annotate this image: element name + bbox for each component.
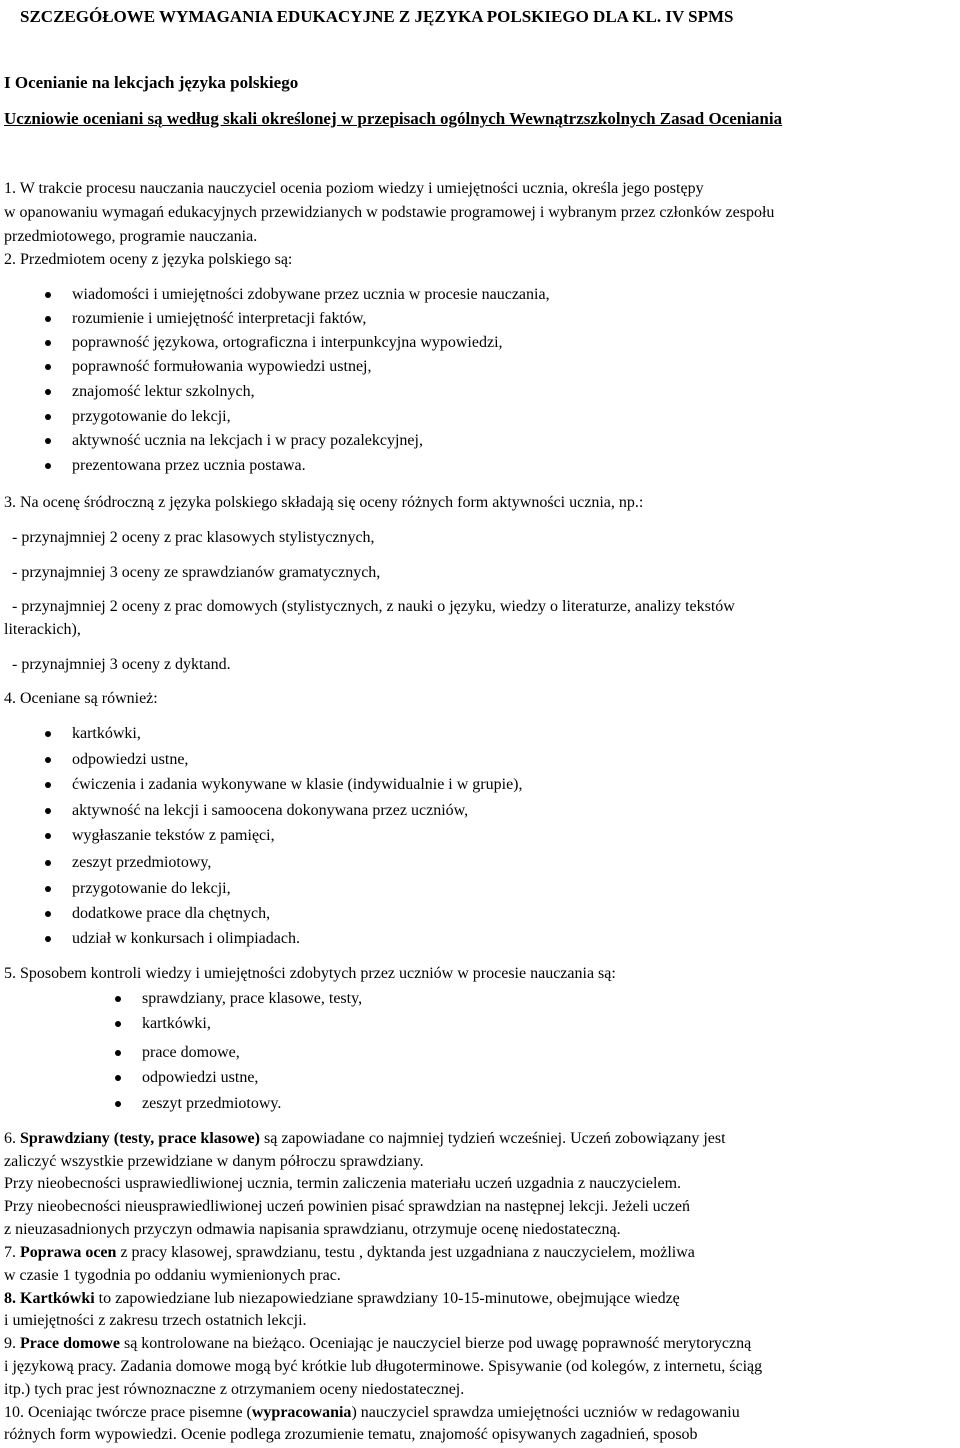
list-item: prace domowe, — [142, 1044, 240, 1061]
p6-number: 6. — [4, 1130, 20, 1147]
p8-text: to zapowiedziane lub niezapowiedziane sprawdziany 10-15-minutowe, obejmujące wiedzę — [94, 1290, 680, 1307]
bullet-icon — [45, 782, 51, 788]
list-item: aktywność ucznia na lekcjach i w pracy pozalekcyjnej, — [72, 432, 423, 449]
bullet-icon — [45, 292, 51, 298]
p7-line1 — [4, 1243, 695, 1263]
p9-text: są kontrolowane na bieżąco. Oceniając je nauczyciel bierze pod uwagę poprawność merytoryczną — [119, 1335, 752, 1352]
bullet-icon — [115, 1075, 121, 1081]
p8-line2: i umiejętności z zakresu trzech ostatnich lekcji. — [4, 1312, 307, 1329]
p1-line2: w opanowaniu wymagań edukacyjnych przewidzianych w podstawie programowej i wybranym przez członków zespołu — [4, 204, 775, 221]
p7-line2: w czasie 1 tygodnia po oddaniu wymienionych prac. — [4, 1267, 341, 1284]
document-title: SZCZEGÓŁOWE WYMAGANIA EDUKACYJNE Z JĘZYKA POLSKIEGO DLA KL. IV SPMS — [20, 7, 734, 26]
list-item: przygotowanie do lekcji, — [72, 408, 231, 425]
bullet-icon — [45, 731, 51, 737]
bullet-icon — [45, 316, 51, 322]
list-item: dodatkowe prace dla chętnych, — [72, 905, 271, 922]
bullet-icon — [45, 936, 51, 942]
list-item: ćwiczenia i zadania wykonywane w klasie (indywidualnie i w grupie), — [72, 776, 523, 793]
p1-line3: przedmiotowego, programie nauczania. — [4, 228, 258, 245]
list-item: zeszyt przedmiotowy. — [142, 1095, 282, 1112]
list-item: przygotowanie do lekcji, — [72, 880, 231, 897]
list-item: sprawdziany, prace klasowe, testy, — [142, 990, 363, 1007]
bullet-icon — [45, 886, 51, 892]
p3-dash-item: - przynajmniej 3 oceny z dyktand. — [12, 656, 231, 673]
p6-text: są zapowiadane co najmniej tydzień wcześniej. Uczeń zobowiązany jest — [259, 1130, 726, 1147]
list-item: kartkówki, — [142, 1015, 211, 1032]
p8-line1 — [4, 1289, 680, 1309]
bullet-icon — [115, 996, 121, 1002]
bullet-icon — [45, 340, 51, 346]
list-item: aktywność na lekcji i samoocena dokonywana przez uczniów, — [72, 802, 469, 819]
bullet-icon — [45, 911, 51, 917]
bullet-icon — [45, 414, 51, 420]
bullet-icon — [115, 1021, 121, 1027]
p6-line4: Przy nieobecności nieusprawiedliwionej uczeń powinien pisać sprawdzian na następnej lekcji. Jeżeli uczeń — [4, 1198, 690, 1215]
p6-line2: zaliczyć wszystkie przewidziane w danym półroczu sprawdziany. — [4, 1153, 424, 1170]
p9-line2: i językową pracy. Zadania domowe mogą być krótkie lub długoterminowe. Spisywanie (od kolegów, z internetu, ściąg — [4, 1358, 763, 1375]
p8-term: 8. Kartkówki — [4, 1290, 95, 1307]
list-item: odpowiedzi ustne, — [72, 751, 189, 768]
bullet-icon — [45, 833, 51, 839]
list-item: prezentowana przez ucznia postawa. — [72, 457, 306, 474]
p3-intro: 3. Na ocenę śródroczną z języka polskiego składają się oceny różnych form aktywności ucznia, np.: — [4, 494, 644, 511]
p2-intro: 2. Przedmiotem oceny z języka polskiego są: — [4, 251, 293, 268]
p6-line5: z nieuzasadnionych przyczyn odmawia napisania sprawdzianu, otrzymuje ocenę niedostateczną. — [4, 1221, 621, 1238]
p3-dash-item: - przynajmniej 2 oceny z prac domowych (stylistycznych, z nauki o języku, wiedzy o literaturze, analizy tekstów — [12, 598, 735, 615]
p9-number: 9. — [4, 1335, 20, 1352]
list-item: wiadomości i umiejętności zdobywane przez ucznia w procesie nauczania, — [72, 286, 550, 303]
bullet-icon — [45, 808, 51, 814]
bullet-icon — [45, 389, 51, 395]
section-heading: I Ocenianie na lekcjach języka polskiego — [4, 73, 299, 92]
list-item: znajomość lektur szkolnych, — [72, 383, 255, 400]
list-item: zeszyt przedmiotowy, — [72, 854, 212, 871]
list-item: wygłaszanie tekstów z pamięci, — [72, 827, 275, 844]
bullet-icon — [45, 757, 51, 763]
list-item: poprawność językowa, ortograficzna i interpunkcyjna wypowiedzi, — [72, 334, 503, 351]
p1-line1: 1. W trakcie procesu nauczania nauczyciel ocenia poziom wiedzy i umiejętności ucznia, określa jego postępy — [4, 180, 704, 197]
bullet-icon — [45, 860, 51, 866]
p4-intro: 4. Oceniane są również: — [4, 690, 158, 707]
list-item: udział w konkursach i olimpiadach. — [72, 930, 300, 947]
bullet-icon — [45, 364, 51, 370]
p5-intro: 5. Sposobem kontroli wiedzy i umiejętności zdobytych przez uczniów w procesie nauczania są: — [4, 965, 616, 982]
p10-term: wypracowania — [251, 1404, 352, 1421]
p9-line1 — [4, 1334, 751, 1354]
bullet-icon — [115, 1050, 121, 1056]
p3-dash-item-cont: literackich), — [4, 621, 81, 638]
p10-line2: różnych form wypowiedzi. Ocenie podlega zrozumienie tematu, znajomość opisywanych zagadnień, sposob — [4, 1426, 698, 1443]
p7-text: z pracy klasowej, sprawdzianu, testu , dyktanda jest uzgadniana z nauczycielem, możliwa — [116, 1244, 695, 1261]
list-item: kartkówki, — [72, 725, 141, 742]
bullet-icon — [45, 463, 51, 469]
p10-text-pre: 10. Oceniając twórcze prace pisemne ( — [4, 1404, 252, 1421]
bullet-icon — [45, 438, 51, 444]
bullet-icon — [115, 1101, 121, 1107]
p3-dash-item: - przynajmniej 3 oceny ze sprawdzianów gramatycznych, — [12, 564, 381, 581]
p6-line1 — [4, 1129, 726, 1149]
p7-number: 7. — [4, 1244, 20, 1261]
p10-line1 — [4, 1403, 740, 1423]
p7-term: Poprawa ocen — [20, 1244, 117, 1261]
p9-line3: itp.) tych prac jest równoznaczne z otrzymaniem oceny niedostatecznej. — [4, 1381, 465, 1398]
p6-term: Sprawdziany (testy, prace klasowe) — [20, 1130, 260, 1147]
list-item: rozumienie i umiejętność interpretacji faktów, — [72, 310, 367, 327]
p9-term: Prace domowe — [20, 1335, 120, 1352]
list-item: poprawność formułowania wypowiedzi ustnej, — [72, 358, 372, 375]
list-item: odpowiedzi ustne, — [142, 1069, 259, 1086]
p6-line3: Przy nieobecności usprawiedliwionej ucznia, termin zaliczenia materiału uczeń uzgadnia z nauczycielem. — [4, 1175, 682, 1192]
p10-text: ) nauczyciel sprawdza umiejętności uczniów w redagowaniu — [351, 1404, 740, 1421]
p3-dash-item: - przynajmniej 2 oceny z prac klasowych stylistycznych, — [12, 529, 375, 546]
section-subtitle: Uczniowie oceniani są według skali określonej w przepisach ogólnych Wewnątrzszkolnych Zasad Oceniania — [4, 109, 783, 128]
